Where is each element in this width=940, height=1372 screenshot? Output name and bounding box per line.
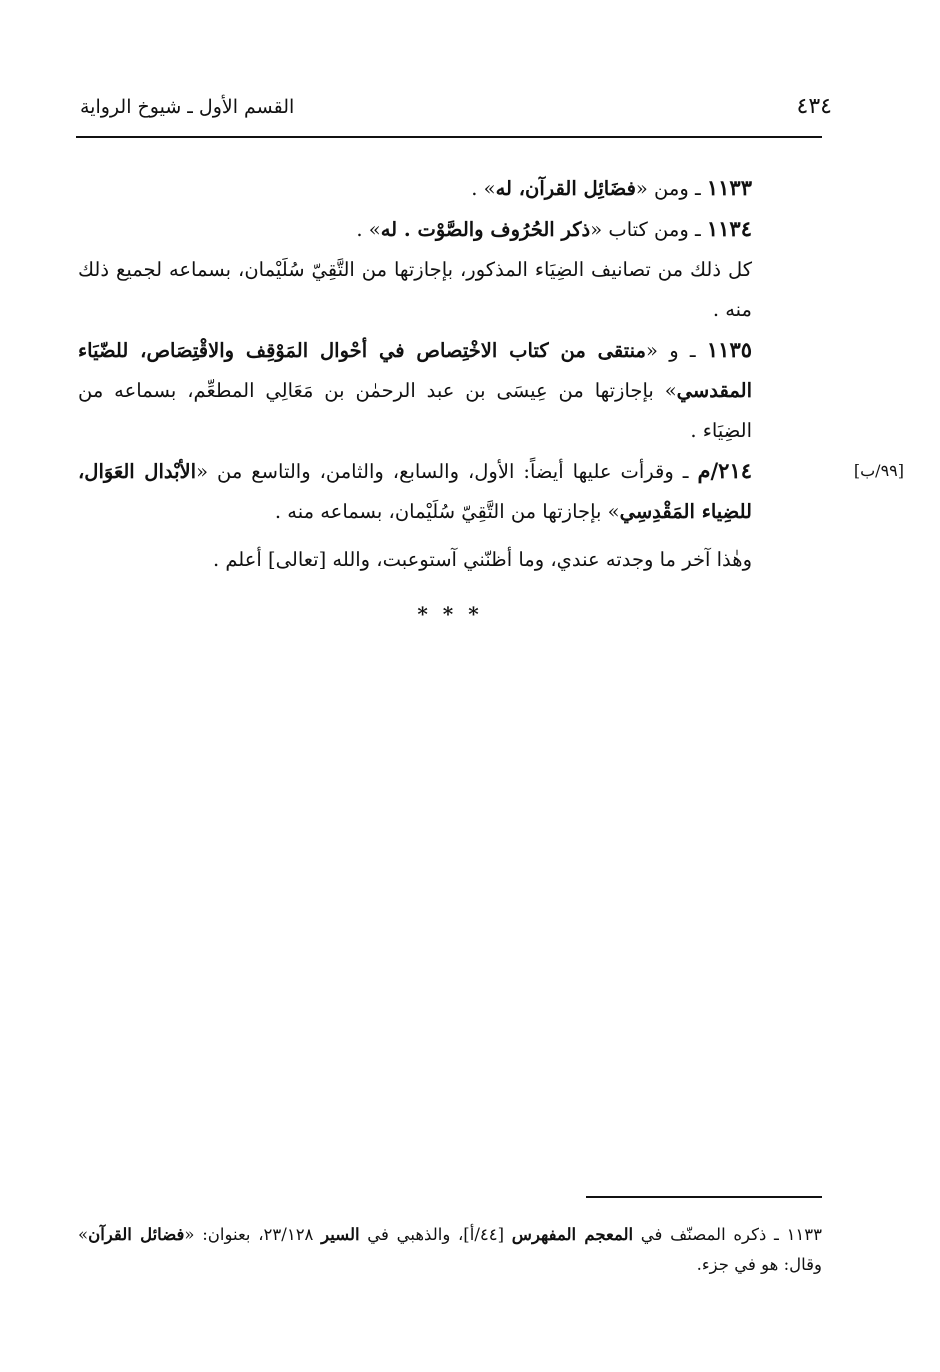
- book-title: فضَائِل القرآن، له: [495, 177, 636, 200]
- main-text: [78, 168, 904, 634]
- footnote-book-2: السير: [321, 1225, 360, 1244]
- footnote-title: فضائل القرآن: [88, 1225, 185, 1244]
- footnote-divider: [586, 1196, 822, 1198]
- book-title: منتقى من كتاب الاخْتِصاص في أحْوال المَوْقِف والاقْتِصَاص، للضّيَاء المقدسي: [78, 339, 752, 402]
- entry-prefix: ـ ومن كتاب «: [590, 218, 707, 241]
- entry-number: ١١٣٣: [706, 175, 752, 200]
- book-title: الأبْدال العَوَال، للضِياء المَقْدِسِي: [78, 460, 752, 523]
- running-header-title: القسم الأول ـ شيوخ الرواية: [80, 96, 295, 118]
- entry-suffix: » .: [471, 177, 496, 200]
- footnote-book-1: المعجم المفهرس: [511, 1225, 634, 1244]
- footnote-suffix: » وقال: هو في جزء.: [78, 1225, 822, 1274]
- section-end-stars: * * *: [417, 602, 483, 626]
- entry-suffix: » .: [356, 218, 381, 241]
- header-divider: [76, 136, 822, 138]
- entry-1135: [78, 330, 822, 451]
- closing-statement: وهٰذا آخر ما وجدته عندي، وما أظنّني آستوعبت، والله [تعالى] أعلم .: [212, 548, 752, 571]
- book-title: ذكر الحُرُوف والصَّوْت . له: [380, 218, 591, 241]
- entry-number: ٢١٤/م: [697, 458, 753, 483]
- paragraph-authorship: كل ذلك من تصانيف الضِيَاء المذكور، بإجازتها من التَّقِيّ سُلَيْمان، بسماعه لجميع ذلك منه .: [78, 258, 752, 321]
- manuscript-folio-note: [٩٩/ب]: [853, 461, 904, 480]
- page-number: ٤٣٤: [796, 94, 832, 119]
- entry-suffix: » بإجازتها من التَّقِيّ سُلَيْمان، بسماعه منه .: [274, 500, 620, 523]
- footnote-mid-2: ٢٣/١٢٨، بعنوان: «: [184, 1225, 322, 1244]
- entry-prefix: ـ و «: [646, 339, 707, 362]
- footnote-mid: [٤٤/أ]، والذهبي في: [359, 1225, 512, 1244]
- entry-number: ١١٣٤: [706, 216, 752, 241]
- entry-214: [78, 451, 904, 532]
- entry-1134: [78, 209, 822, 250]
- entry-prefix: ـ ومن «: [635, 177, 707, 200]
- entry-1133: [78, 168, 822, 209]
- entry-prefix: ـ وقرأت عليها أيضاً: الأول، والسابع، والثامن، والتاسع من «: [196, 460, 698, 483]
- entry-number: ١١٣٥: [706, 337, 753, 362]
- footnote-1133: [78, 1220, 822, 1280]
- footnote-prefix: ١١٣٣ ـ ذكره المصنّف في: [633, 1225, 823, 1244]
- entry-suffix: » بإجازتها من عِيسَى بن عبد الرحمٰن بن مَعَالِي المطعِّم، بسماعه من الضِيَاء .: [78, 379, 752, 442]
